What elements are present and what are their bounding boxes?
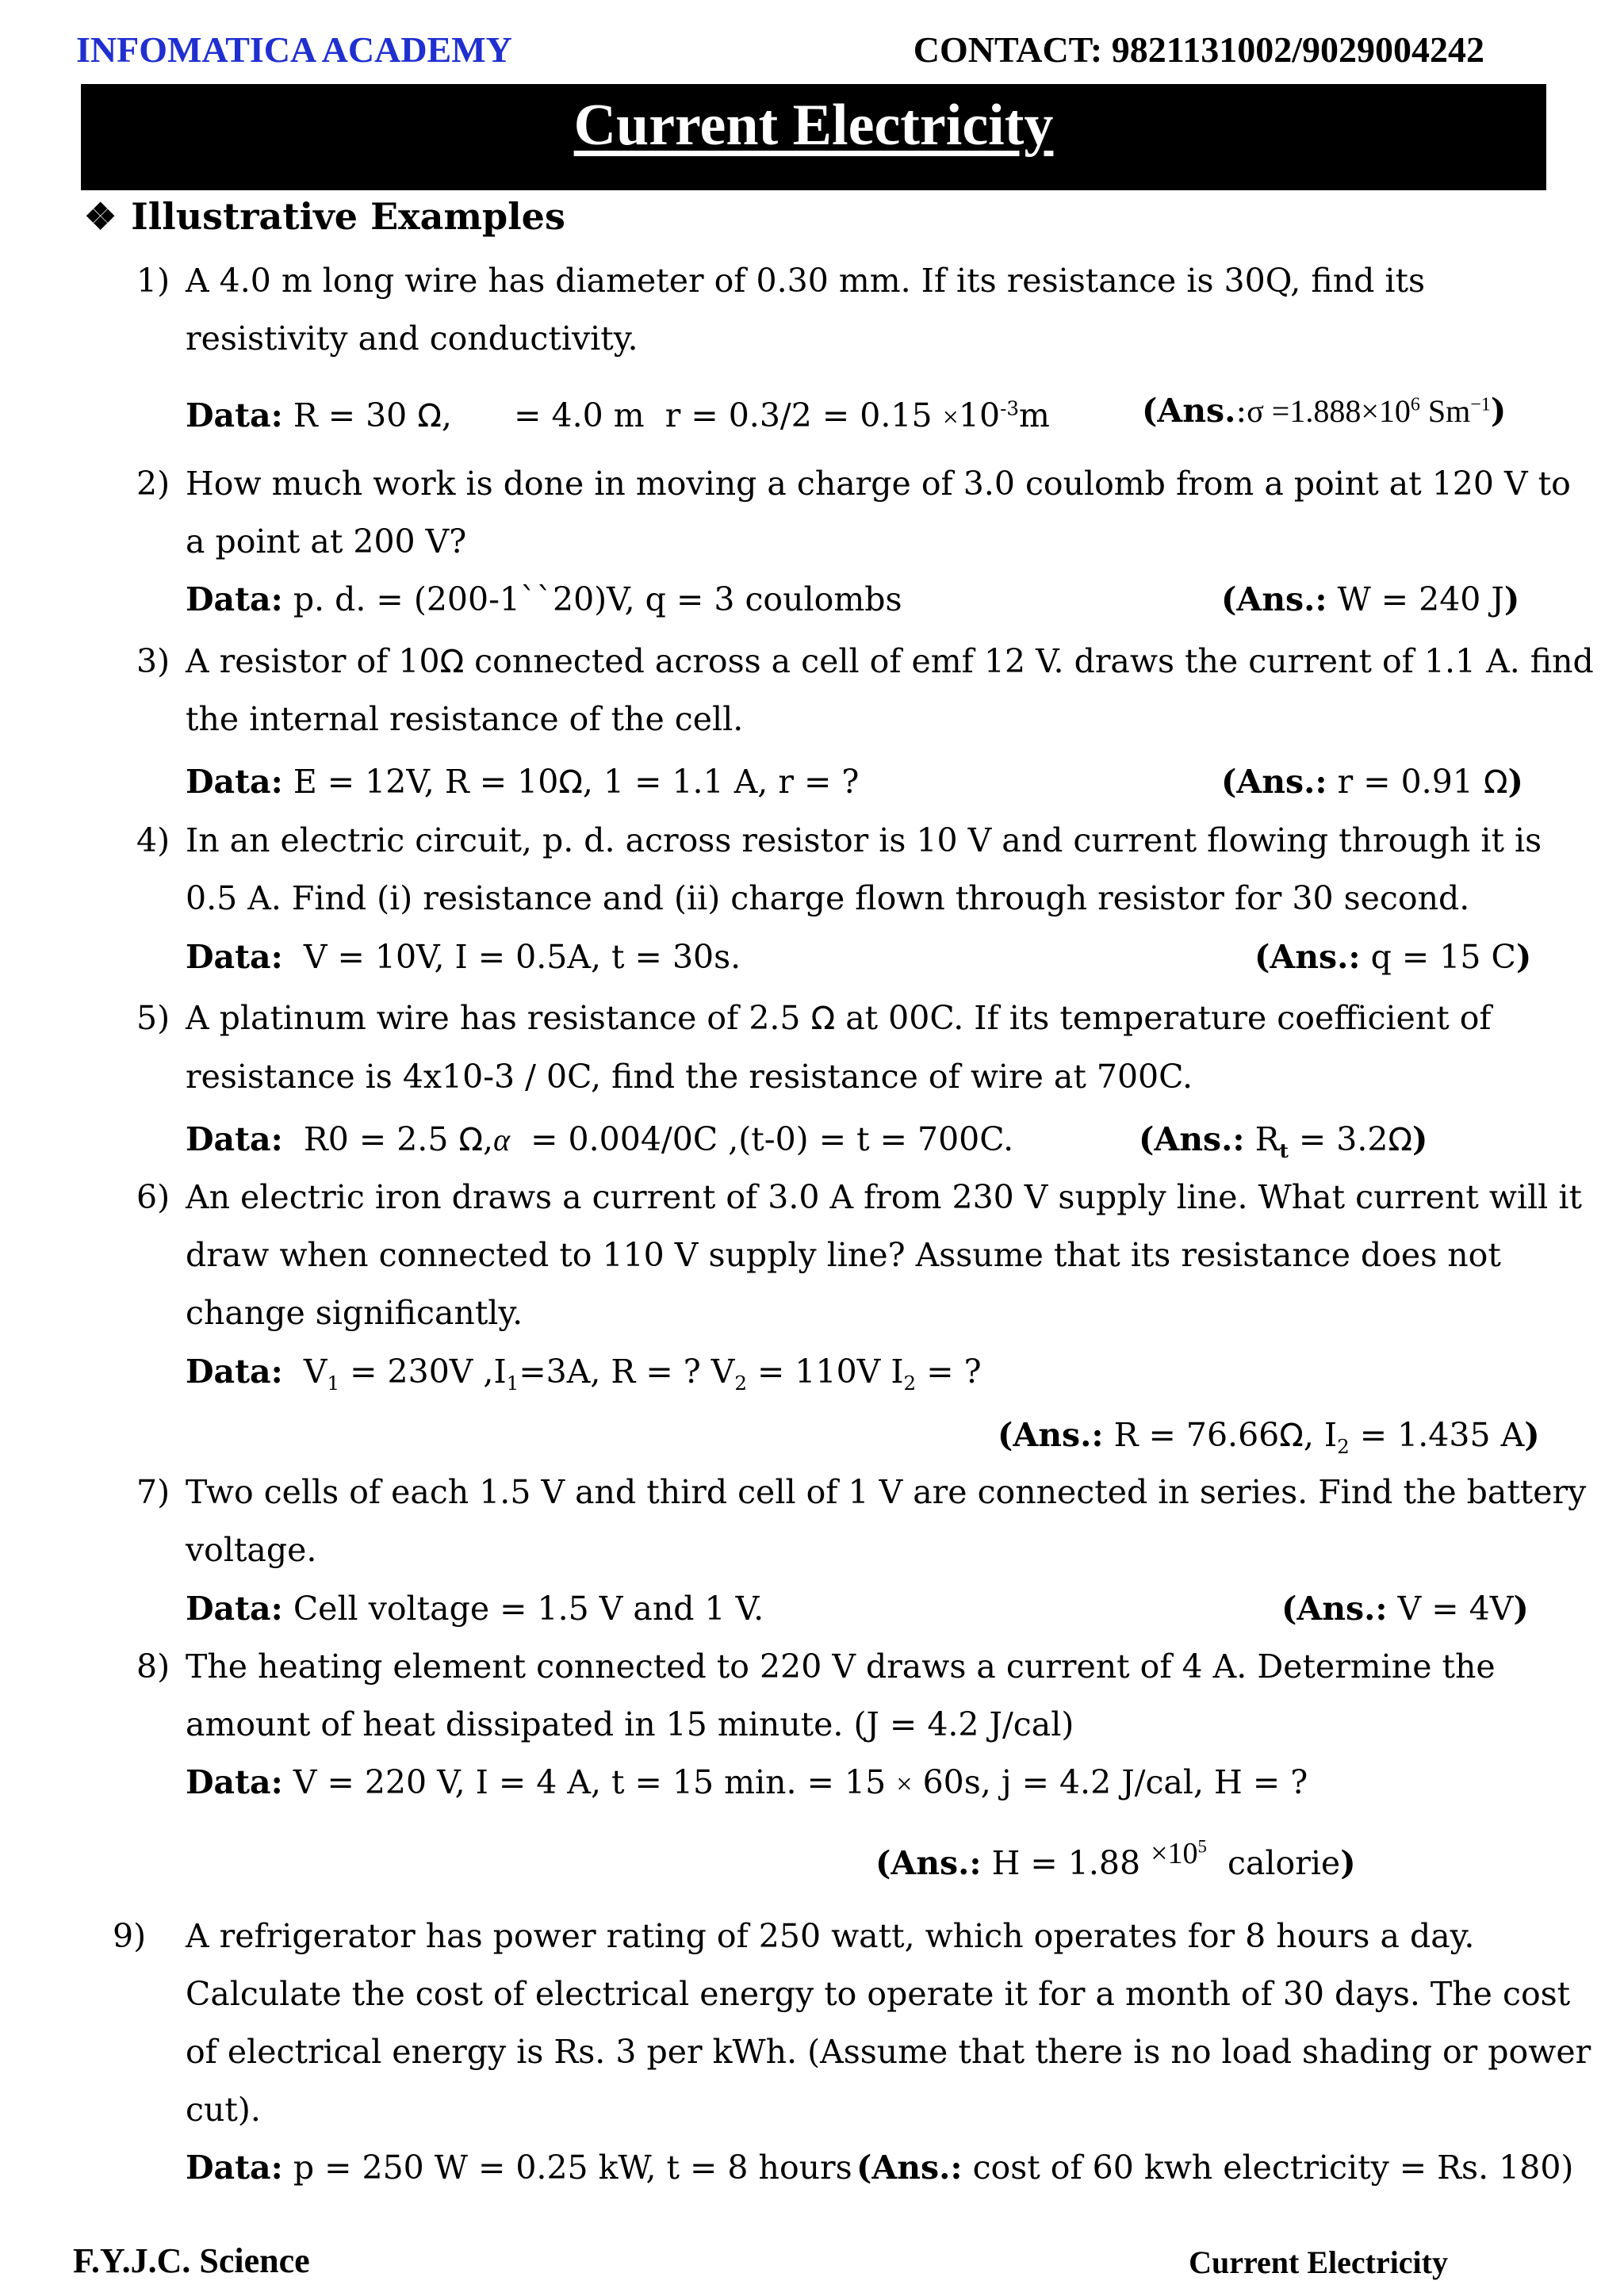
question-text: connected across a cell of emf 12 V. draws the current of 1.1 A. find xyxy=(464,642,1594,680)
question-line: resistance is 4x10-3 / 0C, find the resistance of wire at 700C. xyxy=(186,1058,1193,1096)
answer xyxy=(856,2149,1573,2187)
answer xyxy=(1221,580,1519,618)
question-line xyxy=(186,999,1492,1037)
answer-label: Ans.: xyxy=(1154,1120,1245,1158)
data-text: = 0.004/0C ,(t-0) = t = 700C. xyxy=(530,1120,1014,1158)
question-line: the internal resistance of the cell. xyxy=(186,700,744,738)
answer-value: H = 1.88 xyxy=(991,1844,1141,1882)
answer-value: R = 76.66 xyxy=(1113,1416,1280,1454)
question-line: voltage. xyxy=(186,1531,317,1569)
answer-value: = 3.2 xyxy=(1288,1120,1388,1158)
data-label: Data: xyxy=(186,1120,283,1158)
answer-label: Ans.: xyxy=(1236,580,1327,618)
data-text: 60s, j = 4.2 J/cal, H = ? xyxy=(912,1763,1308,1801)
data-text: p = 250 W = 0.25 kW, t = 8 hours xyxy=(293,2149,852,2187)
answer-paren: ( xyxy=(1221,580,1237,618)
answer-label: Ans.: xyxy=(1236,763,1327,801)
answer-paren: ( xyxy=(1221,763,1237,801)
answer-paren: ( xyxy=(1254,938,1270,976)
omega-symbol: Ω xyxy=(417,398,442,434)
data-label: Data: xyxy=(186,1590,283,1628)
answer-value: V = 4V xyxy=(1397,1590,1514,1628)
answer-paren: ( xyxy=(1281,1590,1297,1628)
question-line: A refrigerator has power rating of 250 watt, which operates for 8 hours a day. xyxy=(186,1917,1475,1955)
academy-name: INFOMATICA ACADEMY xyxy=(76,29,512,70)
answer-value: r = 0.91 xyxy=(1337,763,1473,801)
answer-paren: ) xyxy=(1515,938,1532,976)
data-text: R = 30 xyxy=(293,396,408,434)
data-label: Data: xyxy=(186,1353,283,1391)
question-line: How much work is done in moving a charge of 3.0 coulomb from a point at 120 V to xyxy=(186,465,1571,503)
answer-value: , I xyxy=(1303,1416,1338,1454)
footer-chapter: Current Electricity xyxy=(1189,2244,1448,2280)
data-line xyxy=(186,580,902,618)
answer-value: = 1.435 A xyxy=(1349,1416,1525,1454)
answer-paren: ) xyxy=(1412,1120,1428,1158)
answer-label: Ans.: xyxy=(891,1844,982,1882)
answer-value: R xyxy=(1254,1120,1280,1158)
answer-value: cost of 60 kwh electricity = Rs. 180 xyxy=(972,2149,1561,2187)
question-line: cut). xyxy=(186,2091,261,2129)
answer-paren: ( xyxy=(856,2149,872,2187)
answer-value: W = 240 J xyxy=(1337,580,1504,618)
data-label: Data: xyxy=(186,2149,283,2187)
data-label: Data: xyxy=(186,763,283,801)
question-line xyxy=(186,642,1594,680)
answer-paren: ) xyxy=(1490,392,1507,430)
exponent: 6 xyxy=(1410,394,1420,415)
data-line xyxy=(186,938,741,976)
data-text: E = 12V, R = 10 xyxy=(293,763,559,801)
section-heading-text: Illustrative Examples xyxy=(131,195,565,238)
example-number: 2) xyxy=(136,465,170,503)
question-line: The heating element connected to 220 V draws a current of 4 A. Determine the xyxy=(186,1647,1496,1686)
question-line: In an electric circuit, p. d. across resistor is 10 V and current flowing through it is xyxy=(186,821,1542,859)
multiply-symbol: × xyxy=(896,1768,913,1800)
answer-paren: ( xyxy=(1139,1120,1155,1158)
subscript: t xyxy=(1279,1139,1289,1163)
data-label: Data: xyxy=(186,580,283,618)
omega-symbol: Ω xyxy=(1483,764,1508,801)
question-line: A 4.0 m long wire has diameter of 0.30 mm. If its resistance is 30Q, find its xyxy=(186,262,1426,300)
answer xyxy=(1142,392,1506,430)
diamond-bullet-icon: ❖ xyxy=(84,195,117,238)
answer xyxy=(1221,763,1523,801)
data-text: p. d. = (200-1``20)V, q = 3 coulombs xyxy=(293,580,902,618)
page-title: Current Electricity xyxy=(573,93,1054,158)
data-text: Cell voltage = 1.5 V and 1 V. xyxy=(293,1590,764,1628)
answer-paren: ( xyxy=(1142,392,1158,430)
question-line: An electric iron draws a current of 3.0 A from 230 V supply line. What current will it xyxy=(186,1178,1582,1216)
title-banner xyxy=(81,84,1546,190)
data-text: V xyxy=(303,1353,327,1391)
data-text: 10 xyxy=(958,396,1001,434)
exponent: -3 xyxy=(1000,396,1020,420)
example-number: 6) xyxy=(136,1178,170,1216)
answer-paren: ) xyxy=(1507,763,1523,801)
omega-symbol: Ω xyxy=(439,644,465,680)
example-number: 9) xyxy=(113,1917,147,1955)
answer-value: σ =1.888×10 xyxy=(1247,393,1411,429)
omega-symbol: Ω xyxy=(458,1122,484,1158)
omega-symbol: Ω xyxy=(1279,1418,1304,1454)
data-text: V = 10V, I = 0.5A, t = 30s. xyxy=(303,938,741,976)
answer xyxy=(1254,938,1531,976)
answer-unit: calorie xyxy=(1228,1844,1341,1882)
alpha-symbol: α xyxy=(493,1122,511,1158)
answer-value: q = 15 C xyxy=(1370,938,1516,976)
question-line: Two cells of each 1.5 V and third cell of 1 V are connected in series. Find the battery xyxy=(186,1473,1587,1511)
answer-paren: ) xyxy=(1524,1416,1540,1454)
data-line xyxy=(186,763,859,801)
question-line: Calculate the cost of electrical energy to operate it for a month of 30 days. The cost xyxy=(186,1975,1571,2013)
data-text: = 230V ,I xyxy=(339,1353,507,1391)
question-line: 0.5 A. Find (i) resistance and (ii) charge flown through resistor for 30 second. xyxy=(186,879,1470,917)
answer-unit: Sm xyxy=(1419,393,1471,429)
exponent: −1 xyxy=(1470,394,1491,415)
answer-paren: ) xyxy=(1561,2149,1574,2187)
data-text: = ? xyxy=(916,1353,982,1391)
answer-label: Ans.: xyxy=(1297,1590,1388,1628)
footer-course: F.Y.J.C. Science xyxy=(73,2241,310,2280)
answer-value: ×10 xyxy=(1151,1837,1198,1870)
answer-label: Ans.: xyxy=(1270,938,1361,976)
data-label: Data: xyxy=(186,396,283,434)
answer-paren: ) xyxy=(1503,580,1520,618)
question-line: of electrical energy is Rs. 3 per kWh. (Assume that there is no load shading or power xyxy=(186,2033,1591,2071)
answer-text: : xyxy=(1235,392,1247,430)
data-text: R0 = 2.5 xyxy=(303,1120,449,1158)
example-number: 3) xyxy=(136,642,170,680)
data-line xyxy=(186,1763,1308,1801)
example-number: 8) xyxy=(136,1647,170,1686)
omega-symbol: Ω xyxy=(1388,1122,1413,1158)
answer-paren: ( xyxy=(875,1844,891,1882)
example-number: 4) xyxy=(136,821,170,859)
question-text: A resistor of 10 xyxy=(186,642,440,680)
example-number: 7) xyxy=(136,1473,170,1511)
data-text: =3A, R = ? V xyxy=(519,1353,735,1391)
answer-paren: ( xyxy=(998,1416,1013,1454)
answer xyxy=(875,1836,1356,1882)
section-heading xyxy=(84,195,565,238)
answer-label: Ans.: xyxy=(871,2149,963,2187)
answer-paren: ) xyxy=(1340,1844,1356,1882)
data-label: Data: xyxy=(186,938,283,976)
answer xyxy=(1281,1590,1529,1628)
question-line: resistivity and conductivity. xyxy=(186,320,638,358)
data-text: = 110V I xyxy=(747,1353,904,1391)
data-text: , 1 = 1.1 A, r = ? xyxy=(582,763,860,801)
data-line: Data: R0 = 2.5 Ω,α = 0.004/0C ,(t-0) = t = 700C. xyxy=(186,1120,1014,1158)
data-label: Data: xyxy=(186,1763,283,1801)
question-text: A platinum wire has resistance of 2.5 xyxy=(186,999,801,1037)
data-text: m xyxy=(1019,396,1050,434)
question-line: change significantly. xyxy=(186,1294,523,1332)
example-number: 1) xyxy=(136,262,170,300)
data-line xyxy=(186,1590,764,1628)
question-text: at 00C. If its temperature coefficient of xyxy=(835,999,1492,1037)
answer-label: Ans. xyxy=(1157,392,1236,430)
contact-numbers: CONTACT: 9821131002/9029004242 xyxy=(913,29,1484,70)
multiply-symbol: × xyxy=(942,401,959,433)
answer-label: Ans.: xyxy=(1013,1416,1104,1454)
data-line xyxy=(186,2149,852,2187)
example-number: 5) xyxy=(136,999,170,1037)
omega-symbol: Ω xyxy=(558,764,583,801)
question-line: a point at 200 V? xyxy=(186,522,467,561)
data-text: , = 4.0 m r = 0.3/2 = 0.15 xyxy=(441,396,933,434)
question-line: amount of heat dissipated in 15 minute. (J = 4.2 J/cal) xyxy=(186,1705,1074,1743)
data-line xyxy=(186,396,1050,434)
answer-paren: ) xyxy=(1513,1590,1529,1628)
answer xyxy=(1139,1120,1427,1162)
exponent: 5 xyxy=(1197,1836,1207,1857)
data-line: Data: $V_1 = 230V$ $,I_1=3A$, R = ? $V_2 = 110V$ $I_2$ = ? xyxy=(186,1353,982,1395)
data-text: V = 220 V, I = 4 A, t = 15 min. = 15 xyxy=(293,1763,887,1801)
answer: (Ans.: R = 76.66Ω, $I_2 = 1.435$ A) xyxy=(998,1416,1540,1459)
question-line: draw when connected to 110 V supply line? Assume that its resistance does not xyxy=(186,1236,1501,1274)
omega-symbol: Ω xyxy=(810,1001,836,1037)
